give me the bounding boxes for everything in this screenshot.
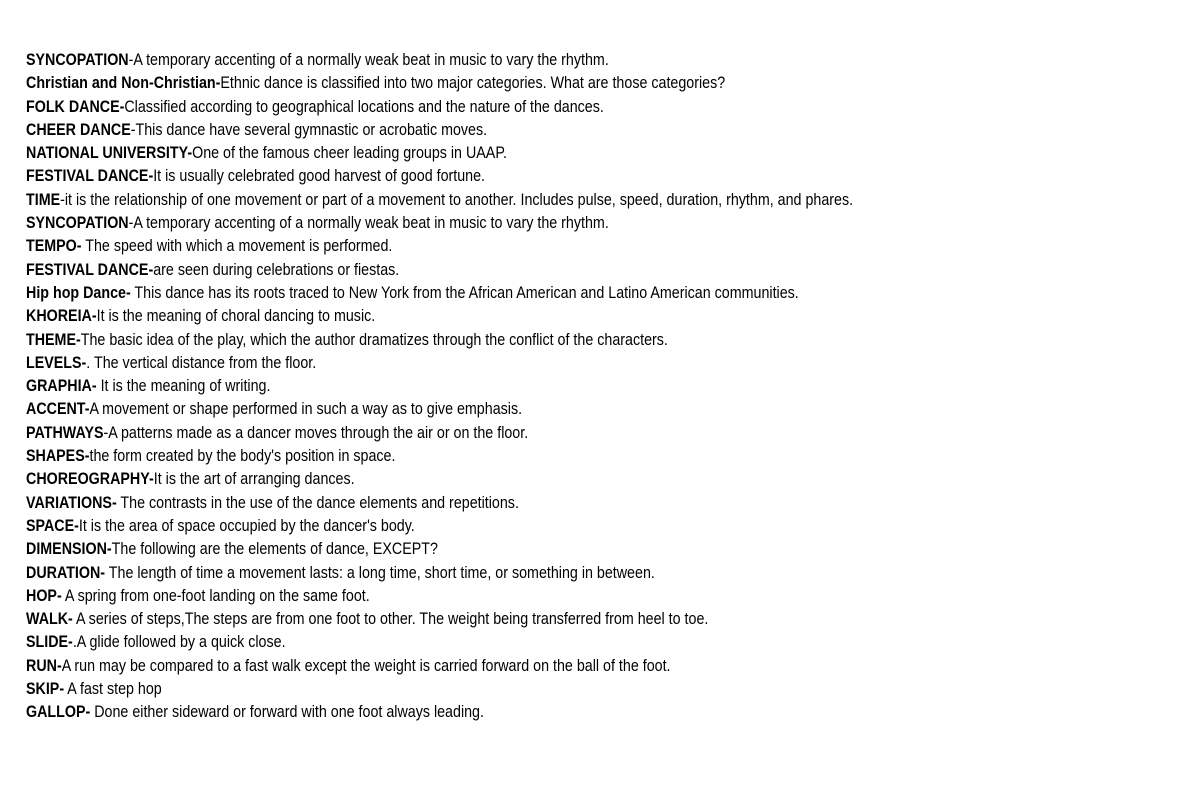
- entry-term: LEVELS-: [26, 352, 87, 372]
- entry-definition: It is the art of arranging dances.: [153, 469, 355, 489]
- glossary-entry: [26, 304, 1000, 327]
- glossary-entry: [26, 48, 1000, 71]
- entry-term: GRAPHIA-: [26, 376, 97, 396]
- glossary-entry: [26, 281, 1000, 304]
- glossary-entry: [26, 630, 1000, 653]
- entry-term: ACCENT-: [26, 399, 90, 419]
- entry-definition: One of the famous cheer leading groups in UAAP.: [192, 143, 507, 163]
- entry-definition: The length of time a movement lasts: a long time, short time, or something in between.: [105, 562, 655, 582]
- entry-term: SHAPES-: [26, 446, 90, 466]
- glossary-entry: [26, 491, 1000, 514]
- entry-term: SLIDE-: [26, 632, 73, 652]
- entry-definition: A fast step hop: [64, 679, 162, 699]
- entry-term: Christian and Non-Christian-: [26, 73, 221, 93]
- entry-term: SYNCOPATION: [26, 50, 129, 69]
- glossary-entry: [26, 95, 1000, 118]
- entry-term: THEME-: [26, 329, 81, 349]
- glossary-entry: [26, 71, 1000, 94]
- glossary-entry: [26, 351, 1000, 374]
- entry-definition: Ethnic dance is classified into two major categories. What are those categories?: [220, 73, 726, 93]
- entry-definition: -A patterns made as a dancer moves through the air or on the floor.: [103, 422, 529, 442]
- entry-term: TEMPO-: [26, 236, 82, 256]
- entry-definition: . The vertical distance from the floor.: [86, 352, 317, 372]
- entry-term: FOLK DANCE-: [26, 96, 125, 116]
- entry-definition: the form created by the body's position in space.: [89, 446, 396, 466]
- entry-term: DURATION-: [26, 562, 106, 582]
- glossary-entry: [26, 118, 1000, 141]
- entry-term: PATHWAYS: [26, 422, 104, 442]
- glossary-entry: [26, 467, 1000, 490]
- entry-definition: This dance has its roots traced to New York from the African American and Latino American communities.: [130, 282, 799, 302]
- entry-definition: A movement or shape performed in such a way as to give emphasis.: [89, 399, 523, 419]
- entry-term: SKIP-: [26, 679, 65, 699]
- glossary-entry: [26, 211, 1000, 234]
- entry-term: DIMENSION-: [26, 539, 112, 559]
- entry-definition: A spring from one-foot landing on the same foot.: [61, 585, 370, 605]
- entry-definition: Done either sideward or forward with one foot always leading.: [90, 702, 484, 722]
- glossary-entry: [26, 258, 1000, 281]
- glossary-entry: [26, 188, 1000, 211]
- glossary-entry: [26, 584, 1000, 607]
- glossary-entry: [26, 164, 1000, 187]
- entry-definition: The speed with which a movement is performed.: [81, 236, 393, 256]
- entry-definition: A run may be compared to a fast walk except the weight is carried forward on the ball of the foot.: [61, 655, 671, 675]
- entry-term: Hip hop Dance-: [26, 282, 131, 302]
- glossary-entry: [26, 141, 1000, 164]
- glossary-entry: [26, 654, 1000, 677]
- glossary-document: [26, 48, 1186, 724]
- entry-term: KHOREIA-: [26, 306, 97, 326]
- entry-definition: The contrasts in the use of the dance elements and repetitions.: [116, 492, 519, 512]
- entry-term: FESTIVAL DANCE-: [26, 259, 154, 279]
- glossary-entry: [26, 537, 1000, 560]
- entry-definition: -A temporary accenting of a normally weak beat in music to vary the rhythm.: [128, 213, 609, 233]
- entry-definition: -it is the relationship of one movement or part of a movement to another. Includes pulse, speed, duration, rhythm, and phares.: [60, 189, 854, 209]
- entry-definition: Classified according to geographical locations and the nature of the dances.: [124, 96, 604, 116]
- glossary-entry: [26, 234, 1000, 257]
- entry-term: NATIONAL UNIVERSITY-: [26, 143, 193, 163]
- entry-term: HOP-: [26, 585, 62, 605]
- glossary-entry: [26, 374, 1000, 397]
- entry-definition: The basic idea of the play, which the author dramatizes through the conflict of the characters.: [80, 329, 668, 349]
- glossary-entry: [26, 700, 1000, 723]
- entry-term: WALK-: [26, 609, 73, 629]
- glossary-entry: [26, 677, 1000, 700]
- glossary-entry: [26, 561, 1000, 584]
- entry-definition: It is the meaning of writing.: [96, 376, 271, 396]
- entry-term: GALLOP-: [26, 702, 91, 722]
- entry-term: CHOREOGRAPHY-: [26, 469, 154, 489]
- glossary-entry: [26, 607, 1000, 630]
- entry-term: TIME: [26, 189, 61, 209]
- entry-definition: -This dance have several gymnastic or acrobatic moves.: [130, 119, 488, 139]
- entry-definition: It is the area of space occupied by the dancer's body.: [78, 515, 415, 535]
- entry-term: CHEER DANCE: [26, 119, 131, 139]
- glossary-entry: [26, 421, 1000, 444]
- entry-definition: A series of steps,The steps are from one foot to other. The weight being transferred from heel to toe.: [72, 609, 709, 629]
- entry-definition: The following are the elements of dance, EXCEPT?: [111, 539, 438, 559]
- entry-term: SYNCOPATION: [26, 213, 129, 233]
- glossary-entry: [26, 328, 1000, 351]
- entry-term: FESTIVAL DANCE-: [26, 166, 154, 186]
- glossary-entry: [26, 444, 1000, 467]
- glossary-entry: [26, 397, 1000, 420]
- glossary-entry: [26, 514, 1000, 537]
- entry-definition: It is the meaning of choral dancing to music.: [96, 306, 376, 326]
- entry-term: VARIATIONS-: [26, 492, 117, 512]
- entry-definition: It is usually celebrated good harvest of good fortune.: [153, 166, 486, 186]
- entry-term: SPACE-: [26, 515, 79, 535]
- entry-definition: are seen during celebrations or fiestas.: [153, 259, 400, 279]
- entry-term: RUN-: [26, 655, 62, 675]
- entry-definition: -A temporary accenting of a normally weak beat in music to vary the rhythm.: [128, 50, 609, 69]
- entry-definition: .A glide followed by a quick close.: [72, 632, 286, 652]
